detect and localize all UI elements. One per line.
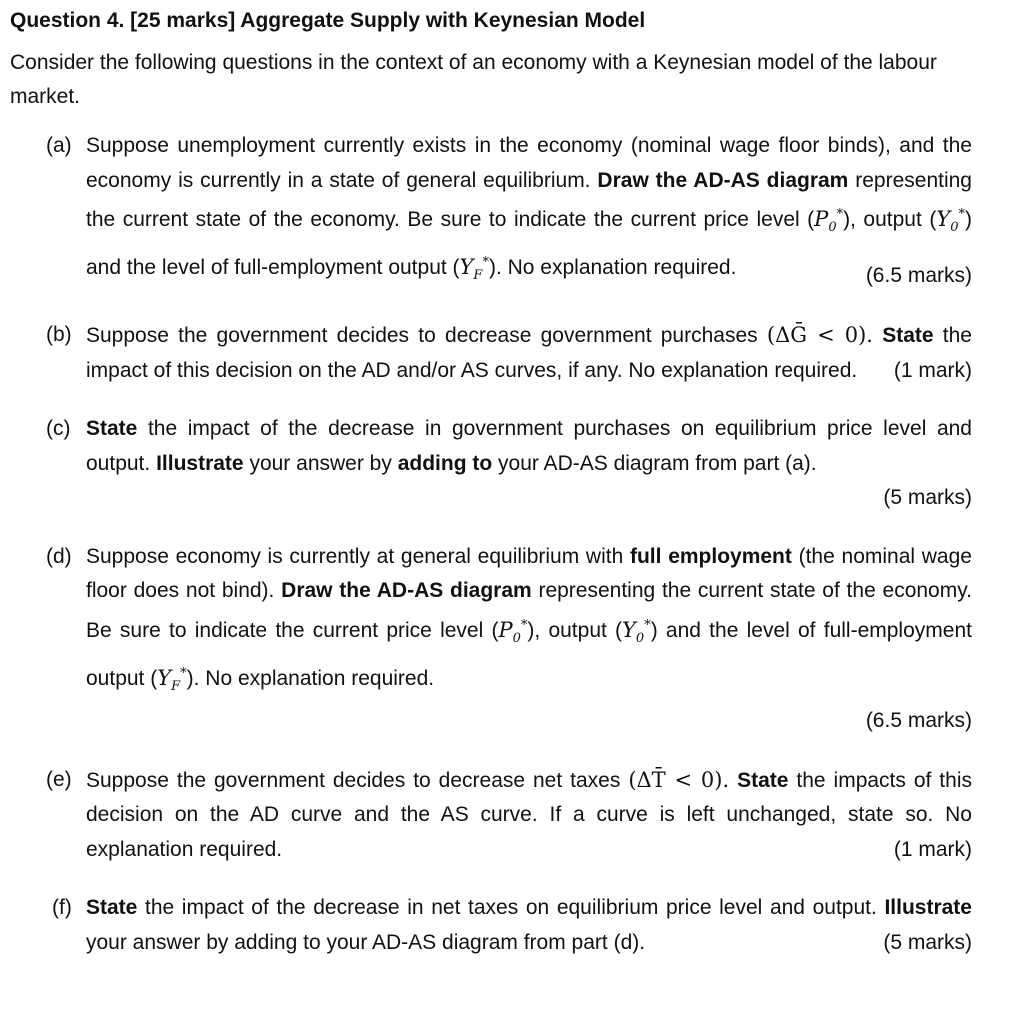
price-level-symbol: $P_0^*$ <box>814 207 844 236</box>
part-a-bold-draw: Draw the AD-AS diagram <box>597 168 849 192</box>
part-f-bold-state: State <box>86 896 138 920</box>
part-f-bold-illustrate: Illustrate <box>884 896 972 920</box>
part-c-bold-state: State <box>86 417 138 441</box>
part-c-text: State the impact of the decrease in government purchases on equilibrium price level and output. Illustrate your answer by adding to your AD-AS diagram from part (a). <box>86 417 972 475</box>
part-e <box>10 763 972 868</box>
part-e-bold-state: State <box>737 768 789 792</box>
part-a-text: Suppose unemployment currently exists in the economy (nominal wage floor binds), and the economy is currently in a state of general equilibrium. Draw the AD-AS diagram representing the current state of the economy. Be sure to indicate the current price level $(P_0^*)$, output $(Y_0^*)$ and the level of full-employment output $(Y_F^*)$. No explanation required. <box>86 134 972 283</box>
part-a-label: (a) <box>46 134 72 157</box>
price-level-symbol: $P_0^*$ <box>498 617 528 647</box>
part-a-marks: (6.5 marks) <box>865 263 972 287</box>
part-f-label: (f) <box>52 896 72 920</box>
part-c <box>10 412 972 516</box>
question-intro: Consider the following questions in the context of an economy with a Keynesian model of the labour market. <box>10 51 937 108</box>
part-d-bold-full-employment: full employment <box>629 544 792 568</box>
part-f-text: State the impact of the decrease in net taxes on equilibrium price level and output. Illustrate your answer by adding to your AD-AS diagram from part (d). (5 marks) <box>86 891 972 960</box>
part-b-bold-state: State <box>882 324 934 348</box>
part-b <box>10 318 972 388</box>
part-e-text: Suppose the government decides to decrease net taxes (ΔT̄ < 0). State the impacts of this decision on the AD curve and the AS curve. If a curve is left unchanged, state so. No explanation required. <box>86 767 972 861</box>
part-d <box>10 540 972 739</box>
part-f <box>10 891 972 960</box>
part-e-label: (e) <box>46 767 72 791</box>
delta-t-math: (ΔT̄ < 0). <box>628 767 730 792</box>
full-employment-output-symbol: $Y_F^*$ <box>157 665 187 694</box>
part-c-bold-adding: adding to <box>397 451 493 475</box>
output-symbol: $Y_0^*$ <box>936 207 965 236</box>
part-a <box>10 129 972 293</box>
part-e-marks: (1 mark) <box>893 837 972 861</box>
part-d-bold-draw: Draw the AD-AS diagram <box>281 579 532 603</box>
part-d-label: (d) <box>46 544 72 568</box>
question-page <box>10 6 972 960</box>
part-d-marks: (6.5 marks) <box>865 709 972 733</box>
output-symbol: $Y_0^*$ <box>622 617 651 647</box>
part-d-text: Suppose economy is currently at general equilibrium with full employment (the nominal wage floor does not bind). Draw the AD-AS diagram representing the current state of the economy. Be sure to indicate the current price level $(P_0^*)$, output $(Y_0^*)$ and the level of full-employment output $(Y_F^*)$. No explanation required. <box>86 544 972 694</box>
part-c-label: (c) <box>46 417 71 441</box>
question-title: Question 4. [25 marks] Aggregate Supply with Keynesian Model <box>10 9 646 32</box>
full-employment-output-symbol: $Y_F^*$ <box>459 254 489 283</box>
part-b-marks: (1 mark) <box>893 358 972 382</box>
part-f-marks: (5 marks) <box>883 930 972 954</box>
part-c-bold-illustrate: Illustrate <box>156 451 244 475</box>
delta-g-math: (ΔḠ < 0). <box>766 323 873 348</box>
part-b-label: (b) <box>46 323 72 347</box>
part-b-text: Suppose the government decides to decrease government purchases (ΔḠ < 0). State the impact of this decision on the AD and/or AS curves, if any. No explanation required. <box>86 323 972 382</box>
part-c-marks: (5 marks) <box>883 486 972 510</box>
